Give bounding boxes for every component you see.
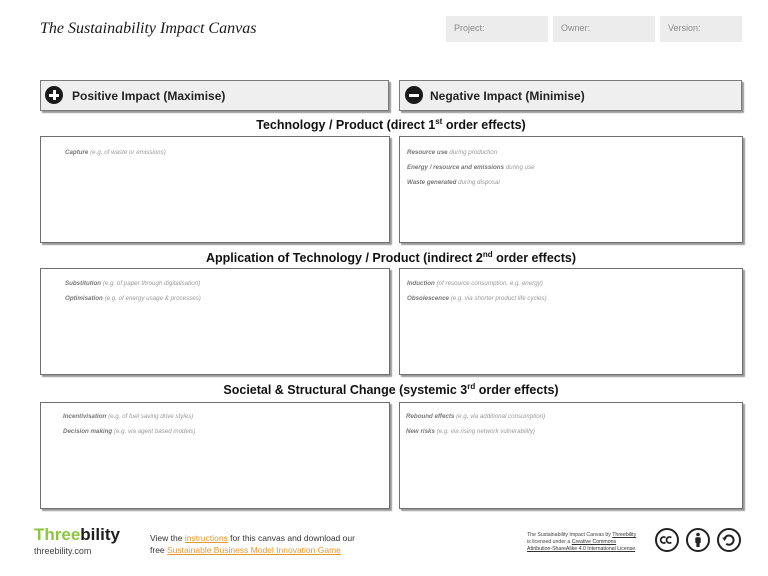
section-2-negative-panel[interactable] xyxy=(399,268,743,375)
hint-rebound: Rebound effects (e.g. via additional consumption) xyxy=(406,413,546,420)
negative-impact-label: Negative Impact (Minimise) xyxy=(430,89,585,103)
hint-obsolescence: Obsolescence (e.g. via shorter product life cycles) xyxy=(407,295,547,302)
minus-circle-icon xyxy=(405,86,423,104)
hint-energy: Energy / resource and emissions during use xyxy=(407,164,535,171)
by-icon[interactable] xyxy=(686,528,710,552)
canvas-title: The Sustainability Impact Canvas xyxy=(40,20,257,37)
footer-instructions: View the instructions for this canvas and download our free Sustainable Business Model Innovation Game xyxy=(150,533,355,555)
section-2-positive-panel[interactable] xyxy=(40,268,390,375)
cc-link[interactable]: Creative Commons xyxy=(571,539,617,545)
instructions-link[interactable]: instructions xyxy=(184,533,228,543)
version-label: Version: xyxy=(668,23,701,33)
hint-waste: Waste generated during disposal xyxy=(407,179,500,186)
hint-new-risks: New risks (e.g. via rising network vulnerability) xyxy=(406,428,535,435)
owner-field[interactable] xyxy=(553,16,655,42)
hint-substitution: Substitution (e.g. of paper through digitalisation) xyxy=(65,280,201,287)
hint-induction: Induction (of resource consumption, e.g. energy) xyxy=(407,280,543,287)
license-author-link[interactable]: Threebility xyxy=(612,532,637,538)
section-3-positive-panel[interactable] xyxy=(40,402,390,509)
negative-impact-header xyxy=(399,80,742,111)
plus-circle-icon xyxy=(45,86,63,104)
positive-impact-label: Positive Impact (Maximise) xyxy=(72,89,226,103)
section-1-title: Technology / Product (direct 1st order effects) xyxy=(256,117,526,133)
brand-url[interactable]: threebility.com xyxy=(34,546,92,556)
positive-impact-header xyxy=(40,80,389,111)
project-field[interactable] xyxy=(446,16,548,42)
game-link[interactable]: Sustainable Business Model Innovation Game xyxy=(167,545,341,555)
section-3-title: Societal & Structural Change (systemic 3rd order effects) xyxy=(223,382,559,398)
hint-resource-use: Resource use during production xyxy=(407,149,498,156)
cc-icon[interactable] xyxy=(655,528,679,552)
project-label: Project: xyxy=(454,23,485,33)
section-1-positive-panel[interactable] xyxy=(40,136,390,243)
license-text: The Sustainability Impact Canvas by Threebility is licensed under a Creative Commons Attribution-ShareAlike 4.0 International License. xyxy=(527,532,637,552)
hint-incentivisation: Incentivisation (e.g. of fuel saving drive styles) xyxy=(63,413,194,420)
hint-decision-making: Decision making (e.g. via agent based models) xyxy=(63,428,196,435)
section-3-negative-panel[interactable] xyxy=(399,402,743,509)
owner-label: Owner: xyxy=(561,23,591,33)
hint-optimisation: Optimisation (e.g. of energy usage & processes) xyxy=(65,295,201,302)
sa-icon[interactable] xyxy=(717,528,741,552)
version-field[interactable] xyxy=(660,16,742,42)
section-1-negative-panel[interactable] xyxy=(399,136,743,243)
brand-logo: Threebility xyxy=(34,525,120,544)
license-link[interactable]: Attribution-ShareAlike 4.0 International License xyxy=(527,546,636,552)
section-2-title: Application of Technology / Product (indirect 2nd order effects) xyxy=(205,250,576,266)
hint-capture: Capture (e.g. of waste or emissions) xyxy=(65,149,166,156)
